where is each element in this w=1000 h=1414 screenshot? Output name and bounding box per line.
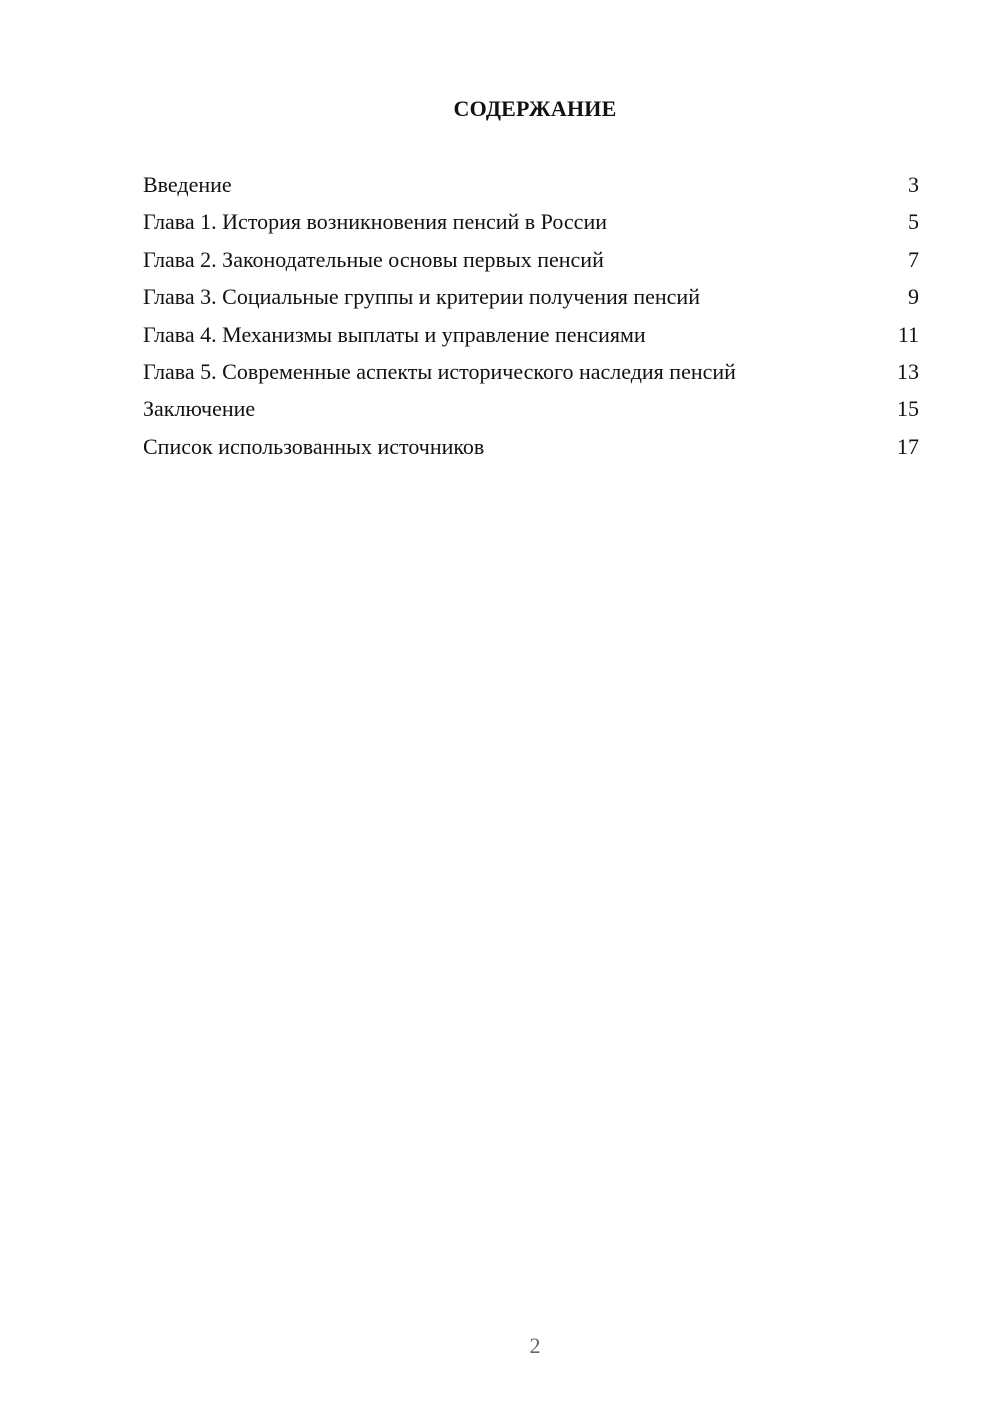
toc-entry-page: 3 — [908, 172, 919, 197]
toc-entry-label: Глава 5. Современные аспекты исторического наследия пенсий — [143, 358, 736, 384]
toc-entry-label: Глава 2. Законодательные основы первых пенсий — [143, 246, 604, 272]
table-of-contents — [143, 168, 919, 467]
toc-entry-label: Список использованных источников — [143, 433, 485, 459]
toc-entry-page: 11 — [897, 321, 919, 347]
toc-entry-page: 13 — [897, 358, 919, 384]
toc-entry-references[interactable] — [143, 430, 919, 467]
toc-entry-chapter-4[interactable] — [143, 318, 919, 355]
toc-entry-page: 17 — [897, 433, 919, 459]
toc-entry-chapter-3[interactable] — [143, 280, 919, 317]
toc-entry-chapter-5[interactable] — [143, 355, 919, 392]
toc-entry-chapter-1[interactable] — [143, 205, 919, 242]
toc-entry-chapter-2[interactable] — [143, 243, 919, 280]
toc-entry-label: Заключение — [143, 396, 256, 422]
page-number: 2 — [529, 1333, 541, 1358]
toc-entry-conclusion[interactable] — [143, 392, 919, 429]
toc-entry-introduction[interactable] — [143, 168, 919, 205]
toc-entry-page: 5 — [908, 209, 919, 235]
toc-entry-label: Глава 3. Социальные группы и критерии получения пенсий — [143, 284, 700, 310]
page-title: СОДЕРЖАНИЕ — [453, 96, 617, 121]
toc-entry-page: 15 — [897, 396, 919, 422]
toc-entry-page: 7 — [908, 246, 919, 272]
toc-entry-label: Глава 1. История возникновения пенсий в России — [143, 209, 607, 235]
toc-entry-label: Глава 4. Механизмы выплаты и управление пенсиями — [143, 321, 646, 347]
toc-entry-page: 9 — [908, 284, 919, 310]
toc-entry-label: Введение — [143, 172, 232, 197]
